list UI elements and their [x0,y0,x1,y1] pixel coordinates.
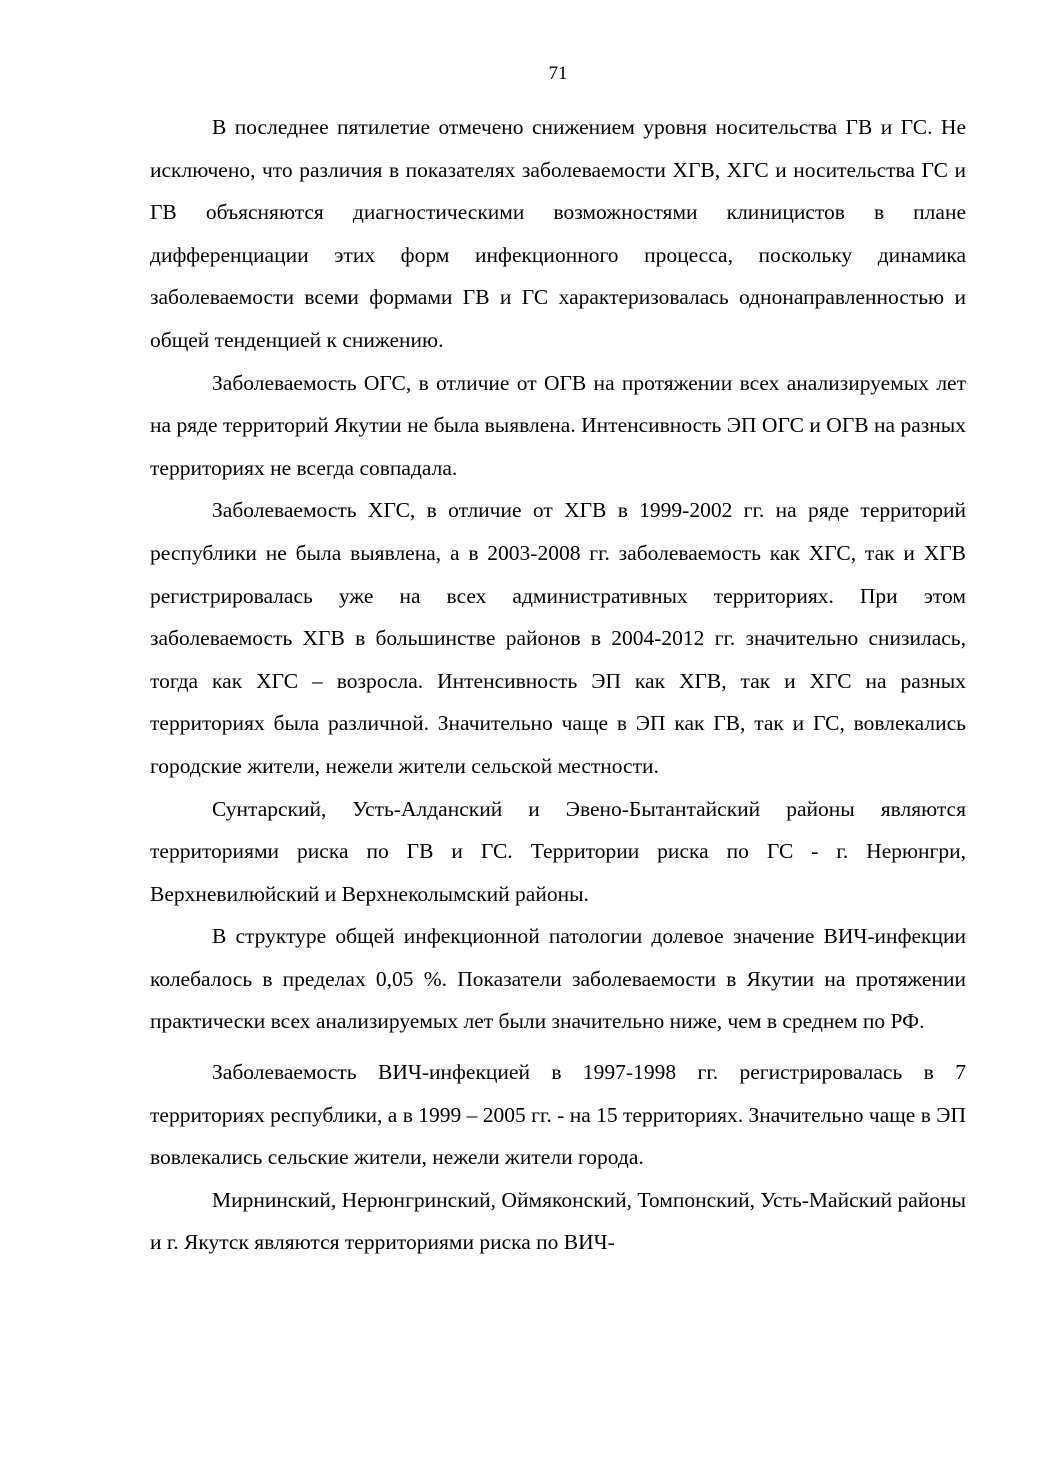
paragraph-5: В структуре общей инфекционной патологии долевое значение ВИЧ-инфекции колебалось в пределах 0,05 %. Показатели заболеваемости в Якутии на протяжении практически всех анализируемых лет были значительно ниже, чем в среднем по РФ. [150,924,966,1034]
body-text [150,106,966,1264]
paragraph-3: Заболеваемость ХГС, в отличие от ХГВ в 1999-2002 гг. на ряде территорий республики не была выявлена, а в 2003-2008 гг. заболеваемость как ХГС, так и ХГВ регистрировалась уже на всех административных территориях. При этом заболеваемость ХГВ в большинстве районов в 2004-2012 гг. значительно снизилась, тогда как ХГС – возросла. Интенсивность ЭП как ХГВ, так и ХГС на разных территориях была различной. Значительно чаще в ЭП как ГВ, так и ГС, вовлекались городские жители, нежели жители сельской местности. [150,498,966,778]
paragraph-1: В последнее пятилетие отмечено снижением уровня носительства ГВ и ГС. Не исключено, что различия в показателях заболеваемости ХГВ, ХГС и носительства ГС и ГВ объясняются диагностическими возможностями клиницистов в плане дифференциации этих форм инфекционного процесса, поскольку динамика заболеваемости всеми формами ГВ и ГС характеризовалась однонаправленностью и общей тенденцией к снижению. [150,115,966,352]
paragraph-6: Заболеваемость ВИЧ-инфекцией в 1997-1998 гг. регистрировалась в 7 территориях республики, а в 1999 – 2005 гг. - на 15 территориях. Значительно чаще в ЭП вовлекались сельские жители, нежели жители города. [150,1060,966,1170]
page-number: 71 [548,63,568,84]
paragraph-7: Мирнинский, Нерюнгринский, Оймяконский, Томпонский, Усть-Майский районы и г. Якутск являются территориями риска по ВИЧ- [150,1187,966,1255]
paragraph-4: Сунтарский, Усть-Алданский и Эвено-Бытантайский районы являются территориями риска по ГВ и ГС. Территории риска по ГС - г. Нерюнгри, Верхневилюйский и Верхнеколымский районы. [150,796,966,906]
paragraph-2: Заболеваемость ОГС, в отличие от ОГВ на протяжении всех анализируемых лет на ряде территорий Якутии не была выявлена. Интенсивность ЭП ОГС и ОГВ на разных территориях не всегда совпадала. [150,370,966,480]
